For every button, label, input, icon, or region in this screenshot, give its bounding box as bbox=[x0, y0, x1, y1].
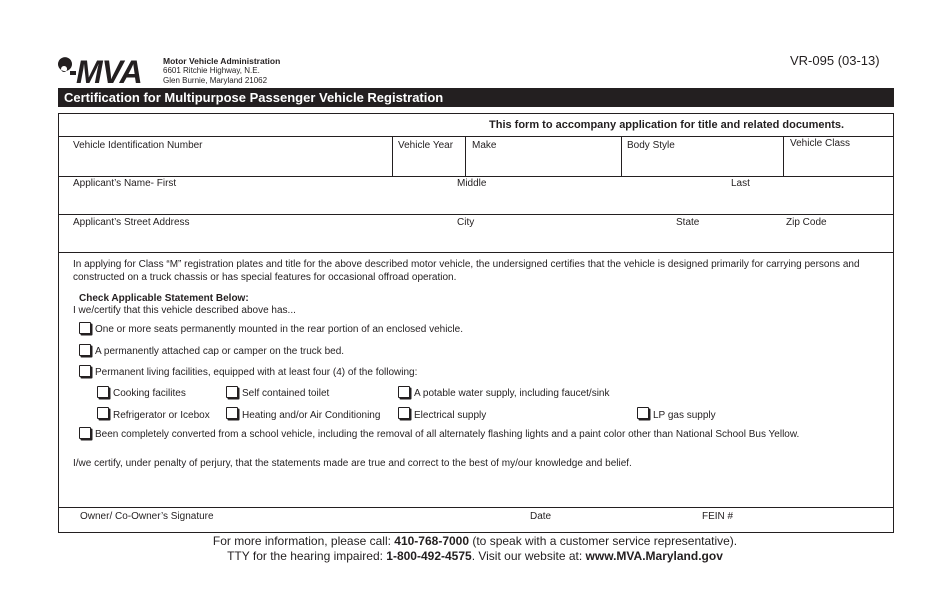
footer-line-1 bbox=[0, 534, 950, 548]
school-vehicle-label: Been completely converted from a school vehicle, including the removal of all alternately flashing lights and a paint color other than National School Bus Yellow. bbox=[95, 429, 800, 440]
lp-gas-label: LP gas supply bbox=[653, 410, 716, 421]
intro-paragraph: In applying for Class “M” registration plates and title for the above described motor vehicle, the undersigned certifies that the vehicle is designed primarily for carrying persons and constructed on a truck chassis or has special features for occasional offroad operation. bbox=[73, 259, 860, 283]
signature-field[interactable]: Owner/ Co-Owner’s Signature bbox=[80, 511, 214, 522]
make-field[interactable]: Make bbox=[472, 140, 497, 151]
school-vehicle-checkbox[interactable] bbox=[79, 427, 91, 439]
footer-rep-text: (to speak with a customer service representative). bbox=[469, 534, 738, 548]
heating-checkbox[interactable] bbox=[226, 407, 238, 419]
divider bbox=[59, 176, 893, 177]
divider bbox=[59, 507, 893, 508]
logo-text: MVA bbox=[76, 54, 142, 86]
divider bbox=[783, 136, 784, 176]
divider bbox=[59, 136, 893, 137]
seats-checkbox[interactable] bbox=[79, 322, 91, 334]
address-line-1: 6601 Ritchie Highway, N.E. bbox=[163, 66, 260, 75]
footer-line-2 bbox=[0, 549, 950, 563]
mva-logo-swoosh-icon bbox=[58, 57, 72, 72]
refrigerator-label: Refrigerator or Icebox bbox=[113, 410, 210, 421]
cap-label: A permanently attached cap or camper on the truck bed. bbox=[95, 346, 345, 357]
cap-checkbox[interactable] bbox=[79, 344, 91, 356]
agency-address-block bbox=[163, 56, 280, 86]
tty-number[interactable]: 1-800-492-4575 bbox=[386, 549, 472, 563]
form-number: VR-095 (03-13) bbox=[790, 53, 880, 68]
website-link[interactable]: www.MVA.Maryland.gov bbox=[585, 549, 723, 563]
zip-code-field[interactable]: Zip Code bbox=[786, 217, 827, 228]
date-field[interactable]: Date bbox=[530, 511, 552, 522]
toilet-label: Self contained toilet bbox=[242, 388, 330, 399]
divider bbox=[59, 214, 893, 215]
seats-label: One or more seats permanently mounted in the rear portion of an enclosed vehicle. bbox=[95, 324, 463, 335]
last-name-field[interactable]: Last bbox=[731, 178, 750, 189]
vehicle-class-field[interactable]: Vehicle Class bbox=[790, 138, 851, 149]
divider bbox=[392, 136, 393, 176]
heating-label: Heating and/or Air Conditioning bbox=[242, 410, 381, 421]
phone-number[interactable]: 410-768-7000 bbox=[394, 534, 470, 548]
cooking-checkbox[interactable] bbox=[97, 386, 109, 398]
middle-name-field[interactable]: Middle bbox=[457, 178, 487, 189]
street-address-field[interactable]: Applicant’s Street Address bbox=[73, 217, 190, 228]
living-facilities-checkbox[interactable] bbox=[79, 365, 91, 377]
state-field[interactable]: State bbox=[676, 217, 700, 228]
water-checkbox[interactable] bbox=[398, 386, 410, 398]
accompany-note: This form to accompany application for title and related documents. bbox=[489, 119, 845, 131]
living-facilities-label: Permanent living facilities, equipped with at least four (4) of the following: bbox=[95, 367, 418, 378]
vin-field[interactable]: Vehicle Identification Number bbox=[73, 140, 203, 151]
mva-logo bbox=[58, 50, 162, 86]
address-line-2: Glen Burnie, Maryland 21062 bbox=[163, 76, 268, 85]
check-heading: Check Applicable Statement Below: bbox=[79, 293, 249, 304]
certify-intro: I we/certify that this vehicle described above has... bbox=[73, 305, 296, 316]
perjury-statement: I/we certify, under penalty of perjury, that the statements made are true and correct to the best of my/our knowledge and belief. bbox=[73, 458, 632, 469]
electrical-label: Electrical supply bbox=[414, 410, 487, 421]
refrigerator-checkbox[interactable] bbox=[97, 407, 109, 419]
footer-tty-text: TTY for the hearing impaired: bbox=[227, 549, 387, 563]
body-style-field[interactable]: Body Style bbox=[627, 140, 675, 151]
divider bbox=[621, 136, 622, 176]
footer-website-text: . Visit our website at: bbox=[471, 549, 586, 563]
form-title: Certification for Multipurpose Passenger Vehicle Registration bbox=[58, 88, 894, 107]
cooking-label: Cooking facilites bbox=[113, 388, 186, 399]
city-field[interactable]: City bbox=[457, 217, 475, 228]
first-name-field[interactable]: Applicant’s Name- First bbox=[73, 178, 177, 189]
agency-name: Motor Vehicle Administration bbox=[163, 56, 281, 66]
footer-call-text: For more information, please call: bbox=[212, 534, 395, 548]
toilet-checkbox[interactable] bbox=[226, 386, 238, 398]
water-label: A potable water supply, including faucet/sink bbox=[414, 388, 610, 399]
divider bbox=[465, 136, 466, 176]
fein-field[interactable]: FEIN # bbox=[702, 511, 734, 522]
divider bbox=[59, 252, 893, 253]
electrical-checkbox[interactable] bbox=[398, 407, 410, 419]
form-box bbox=[58, 113, 894, 533]
lp-gas-checkbox[interactable] bbox=[637, 407, 649, 419]
vehicle-year-field[interactable]: Vehicle Year bbox=[398, 140, 454, 151]
